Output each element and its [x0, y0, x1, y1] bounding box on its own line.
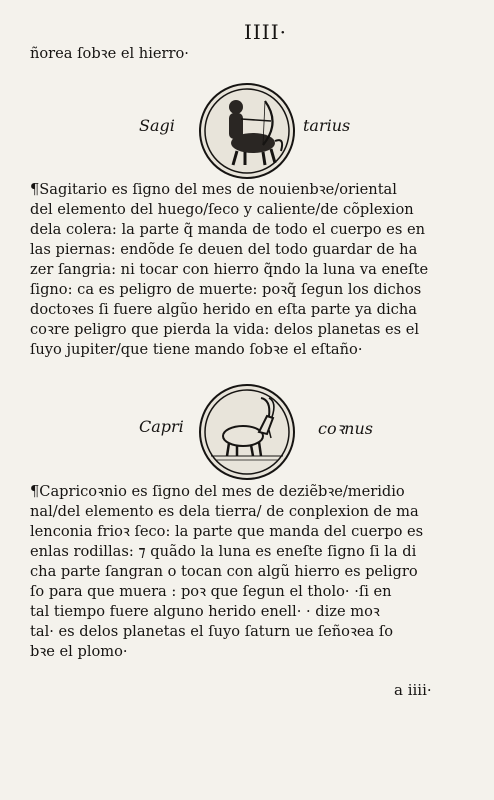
text-line: doctoꝛes ſi fuere algũo herido en eſta parte ya dicha — [30, 301, 417, 318]
folio-number: IIII· — [244, 20, 287, 44]
capricorn-icon — [201, 386, 293, 478]
text-line: tal tiempo fuere alguno herido enell· · dize moꝛ — [30, 603, 380, 620]
text-line: zer ſangria: ni tocar con hierro q̃ndo la luna va eneſte — [30, 261, 429, 278]
first-line: ñorea ſobꝛe el hierro· — [30, 45, 189, 62]
caption-left-capricorn: Capri — [139, 417, 184, 436]
sagittarius-woodcut — [199, 83, 295, 179]
text-line: tal· es delos planetas el ſuyo ſaturn ue ſeñoꝛea ſo — [30, 623, 394, 640]
text-line: ſo para que muera : poꝛ que ſegun el tholo· ·ſi en — [30, 583, 392, 600]
caption-right-sagittarius: tarius — [303, 116, 351, 135]
text-line: lenconia frioꝛ ſeco: la parte que manda del cuerpo es — [30, 523, 424, 540]
text-line: nal/del elemento es dela tierra/ de conplexion de ma — [30, 503, 419, 520]
text-line: enlas rodillas: ⁊ quãdo la luna es eneſte ſigno ſi la di — [30, 543, 417, 560]
capricorn-woodcut — [199, 384, 295, 480]
text-line: coꝛre peligro que pierda la vida: delos planetas es el — [30, 321, 420, 338]
text-line: ſuyo jupiter/que tiene mando ſobꝛe el eſtaño· — [30, 341, 363, 358]
text-line: ſigno: ca es peligro de muerte: poꝛq̃ ſegun los dichos — [30, 281, 422, 298]
caption-left-sagittarius: Sagi — [139, 116, 175, 135]
text-line: bꝛe el plomo· — [30, 643, 128, 660]
caption-right-capricorn: coꝛnus — [318, 419, 373, 438]
text-line: dela colera: la parte q̃ manda de todo el cuerpo es en — [30, 221, 425, 238]
sagittarius-icon — [201, 85, 293, 177]
text-line: cha parte ſangran o tocan con algũ hierro es peligro — [30, 563, 418, 580]
signature-mark: a iiii· — [394, 681, 432, 699]
text-line: ¶Sagitario es ſigno del mes de nouienbꝛe/oriental — [30, 181, 397, 198]
text-line: ¶Capricoꝛnio es ſigno del mes de deziẽbꝛe/meridio — [30, 483, 405, 500]
text-line: del elemento del huego/ſeco y caliente/de cõplexion — [30, 201, 414, 218]
text-line: las piernas: endõde ſe deuen del todo guardar de ha — [30, 241, 418, 258]
